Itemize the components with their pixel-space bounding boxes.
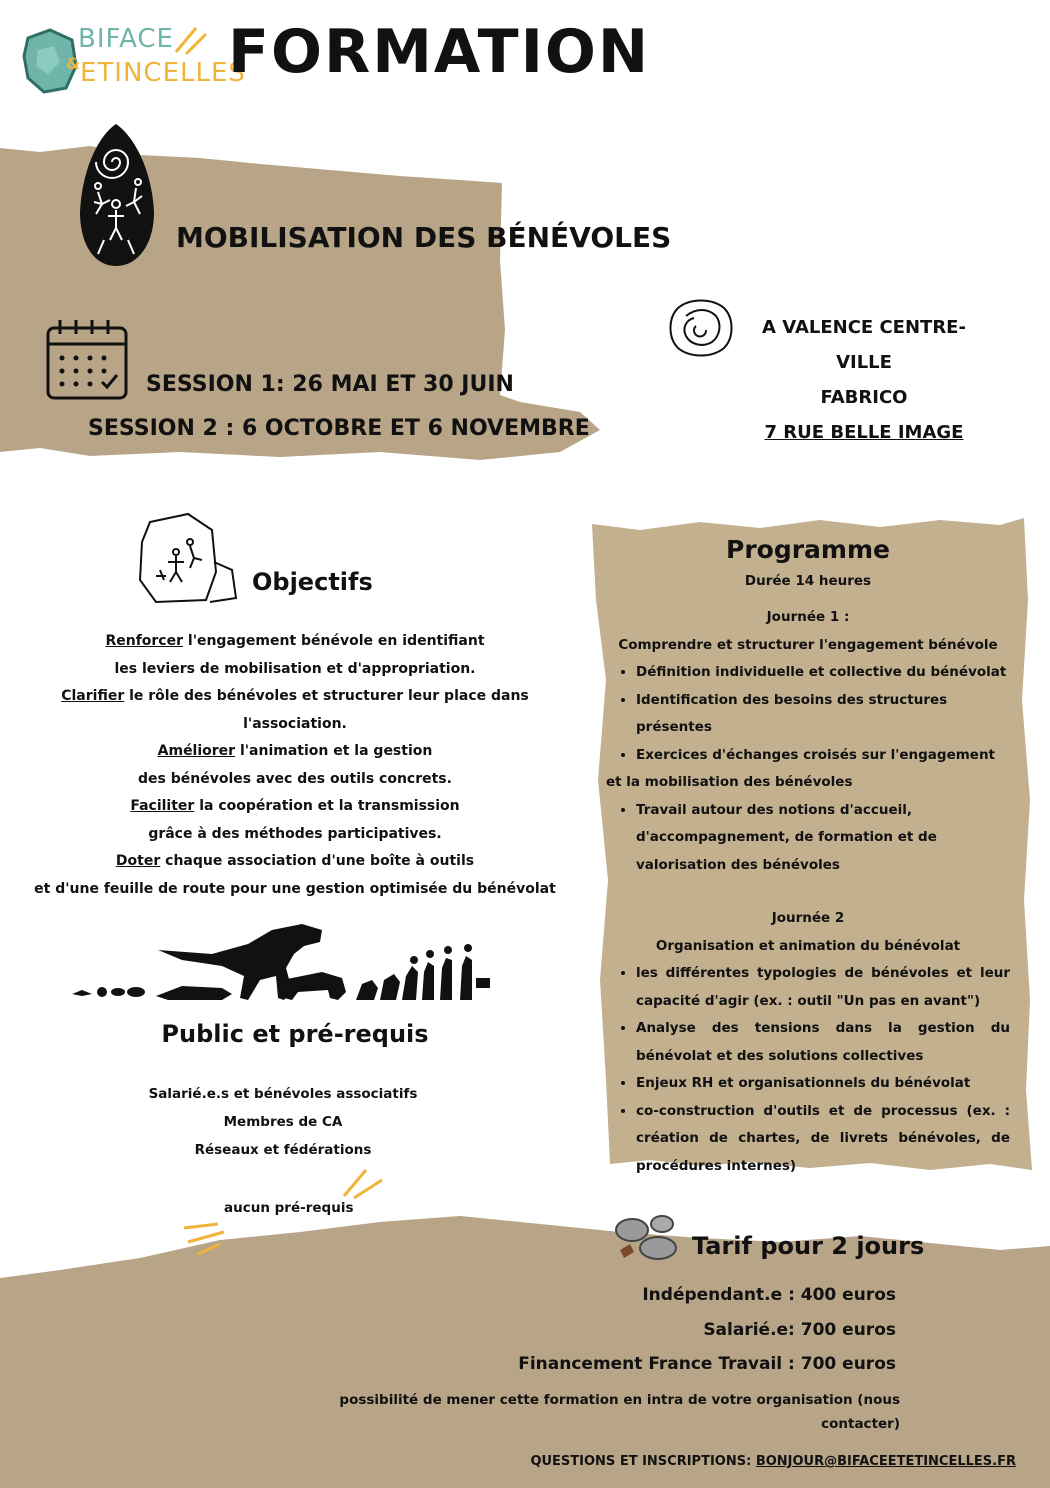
location-city: A VALENCE CENTRE-VILLE xyxy=(762,317,966,373)
footer-contact xyxy=(500,1450,1016,1474)
footer-label: QUESTIONS ET INSCRIPTIONS: xyxy=(530,1454,752,1469)
objectif-1-text: l'engagement bénévole en identifiant xyxy=(183,633,485,649)
day2-item-1: • les différentes typologies de bénévoles et leur capacité d'agir (ex. : outil "Un pas en avant") xyxy=(636,960,1010,1015)
logo-ampersand: & xyxy=(66,54,80,73)
prereq-text: aucun pré-requis xyxy=(224,1200,354,1216)
location-venue: FABRICO xyxy=(820,387,908,408)
fossil-icon xyxy=(668,296,734,358)
objectif-3-verb: Améliorer xyxy=(157,743,236,759)
objectif-3-text: l'animation et la gestion xyxy=(235,743,433,759)
day1-title: Comprendre et structurer l'engagement bénévole xyxy=(618,636,998,653)
objectif-3 xyxy=(30,738,560,766)
objectif-1-cont: les leviers de mobilisation et d'appropriation. xyxy=(114,660,476,677)
objectif-4-text: la coopération et la transmission xyxy=(194,798,460,814)
rock-art-icon xyxy=(78,122,156,268)
day1-label: Journée 1 : xyxy=(766,609,850,625)
calendar-icon xyxy=(44,316,130,402)
objectif-1-verb: Renforcer xyxy=(105,633,184,649)
public-item-3: Réseaux et fédérations xyxy=(194,1142,372,1158)
objectif-2-text: le rôle des bénévoles et structurer leur place dans l'association. xyxy=(124,688,529,732)
session-1: SESSION 1: 26 MAI ET 30 JUIN xyxy=(146,372,514,397)
day1-item-1: • Définition individuelle et collective du bénévolat xyxy=(636,659,1010,687)
spark-icon-right xyxy=(340,1166,386,1200)
logo-text-line1: BIFACE xyxy=(78,24,174,54)
logo[interactable] xyxy=(20,20,246,100)
tarif-salarie: Salarié.e: 700 euros xyxy=(703,1319,896,1340)
programme-section xyxy=(606,532,1010,1180)
tarif-heading: Tarif pour 2 jours xyxy=(692,1232,925,1260)
spark-icon-left xyxy=(180,1220,228,1256)
objectif-4-cont: grâce à des méthodes participatives. xyxy=(148,825,442,842)
evolution-silhouette-icon xyxy=(72,920,496,1004)
day2-list xyxy=(606,960,1010,1180)
public-item-1: Salarié.e.s et bénévoles associatifs xyxy=(148,1086,418,1102)
day1-list-cont xyxy=(606,797,1010,880)
day2-item-3: • Enjeux RH et organisationnels du bénévolat xyxy=(636,1070,1010,1098)
carved-stone-icon xyxy=(136,512,238,604)
programme-duration: Durée 14 heures xyxy=(744,573,872,589)
objectif-5-text: chaque association d'une boîte à outils xyxy=(160,853,475,869)
tarif-france-travail: Financement France Travail : 700 euros xyxy=(518,1354,896,1374)
objectifs-list xyxy=(30,628,560,903)
day2-title: Organisation et animation du bénévolat xyxy=(655,937,961,954)
tarif-note: possibilité de mener cette formation en intra de votre organisation (nous contacter) xyxy=(339,1392,900,1432)
course-title: MOBILISATION DES BÉNÉVOLES xyxy=(176,221,672,254)
tarif-independant: Indépendant.e : 400 euros xyxy=(642,1285,896,1305)
objectif-5-verb: Doter xyxy=(115,853,161,869)
day2-item-2: • Analyse des tensions dans la gestion du bénévolat et des solutions collectives xyxy=(636,1015,1010,1070)
day2-label: Journée 2 xyxy=(771,910,845,926)
objectif-4 xyxy=(30,793,560,821)
tarif-list xyxy=(480,1278,896,1382)
objectif-5 xyxy=(30,848,560,876)
day1-item-3-cont: et la mobilisation des bénévoles xyxy=(606,774,853,790)
day1-item-4: • Travail autour des notions d'accueil, d'accompagnement, de formation et de valorisation des bénévoles xyxy=(636,797,1010,880)
day1-item-2: • Identification des besoins des structures présentes xyxy=(636,687,1010,742)
objectif-2 xyxy=(30,683,560,738)
objectif-5-cont: et d'une feuille de route pour une gestion optimisée du bénévolat xyxy=(34,880,556,897)
logo-text-line2: ETINCELLES xyxy=(80,58,246,88)
page-title: FORMATION xyxy=(228,17,651,87)
public-heading: Public et pré-requis xyxy=(161,1020,429,1048)
footer-email-link[interactable]: BONJOUR@BIFACEETETINCELLES.FR xyxy=(755,1454,1016,1469)
day2-item-4: • co-construction d'outils et de processus (ex. : création de chartes, de livrets bénévoles, de procédures internes) xyxy=(636,1098,1010,1181)
day1-item-3: • Exercices d'échanges croisés sur l'engagement xyxy=(636,742,1010,770)
location-address[interactable]: 7 RUE BELLE IMAGE xyxy=(764,422,964,443)
stone-tools-icon xyxy=(612,1210,682,1262)
objectifs-heading: Objectifs xyxy=(252,568,373,596)
session-2: SESSION 2 : 6 OCTOBRE ET 6 NOVEMBRE xyxy=(88,416,590,441)
public-item-2: Membres de CA xyxy=(223,1114,343,1130)
day1-list xyxy=(606,659,1010,769)
logo-spark-icon xyxy=(170,22,210,58)
objectif-3-cont: des bénévoles avec des outils concrets. xyxy=(138,770,452,787)
programme-heading: Programme xyxy=(726,535,890,564)
location-block xyxy=(740,310,988,450)
objectif-2-verb: Clarifier xyxy=(61,688,125,704)
public-list xyxy=(120,1080,446,1164)
objectif-4-verb: Faciliter xyxy=(130,798,195,814)
objectif-1 xyxy=(30,628,560,656)
